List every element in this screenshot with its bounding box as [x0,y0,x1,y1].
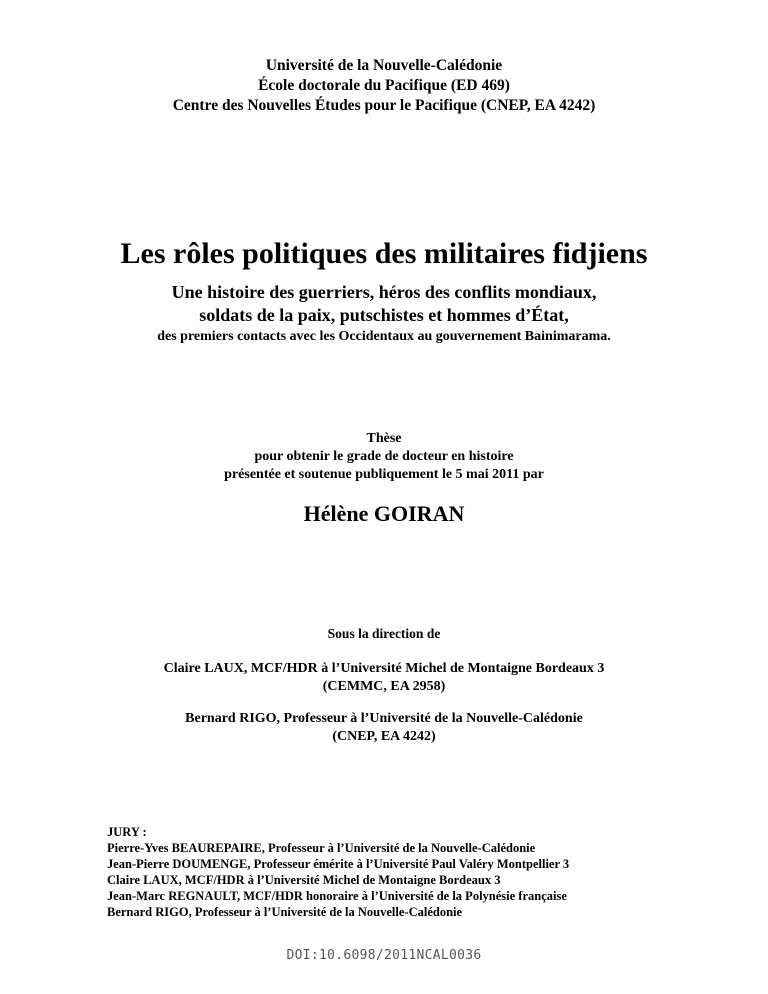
author-name: Hélène GOIRAN [303,501,465,526]
director-1-name: Claire LAUX, MCF/HDR à l’Université Michel de Montaigne Bordeaux 3 [163,661,605,676]
jury-member: Bernard RIGO, Professeur à l’Université de la Nouvelle-Calédonie [107,905,463,919]
subtitle-line-1: Une histoire des guerriers, héros des conflits mondiaux, [171,282,597,302]
thesis-label: Thèse [366,431,402,446]
subtitle-line-3: des premiers contacts avec les Occidentaux au gouvernement Bainimarama. [157,329,611,344]
jury-heading: JURY : [107,825,147,839]
director-2-name: Bernard RIGO, Professeur à l’Université de la Nouvelle-Calédonie [185,711,583,726]
jury-member: Pierre-Yves BEAUREPAIRE, Professeur à l’Université de la Nouvelle-Calédonie [107,841,536,855]
doi-identifier: DOI:10.6098/2011NCAL0036 [286,948,482,963]
jury-block [107,824,569,920]
thesis-title: Les rôles politiques des militaires fidjiens [120,237,648,270]
director-2-lab: (CNEP, EA 4242) [332,729,436,744]
institution-doctoral-school: École doctorale du Pacifique (ED 469) [258,77,510,94]
subtitle-line-2: soldats de la paix, putschistes et hommes d’État, [199,305,569,325]
thesis-defense: présentée et soutenue publiquement le 5 mai 2011 par [224,467,544,482]
director-1 [0,660,768,696]
director-2 [0,710,768,746]
institution-research-centre: Centre des Nouvelles Études pour le Pacifique (CNEP, EA 4242) [172,97,596,114]
thesis-subtitle [0,281,768,346]
thesis-degree: pour obtenir le grade de docteur en histoire [254,449,514,464]
direction-heading: Sous la direction de [327,626,441,641]
institution-block [0,56,768,116]
director-1-lab: (CEMMC, EA 2958) [322,679,446,694]
jury-member: Claire LAUX, MCF/HDR à l’Université Michel de Montaigne Bordeaux 3 [107,873,501,887]
jury-member: Jean-Pierre DOUMENGE, Professeur émérite à l’Université Paul Valéry Montpellier 3 [107,857,570,871]
thesis-statement [0,430,768,484]
institution-university: Université de la Nouvelle-Calédonie [265,57,503,74]
jury-member: Jean-Marc REGNAULT, MCF/HDR honoraire à l’Université de la Polynésie française [107,889,567,903]
